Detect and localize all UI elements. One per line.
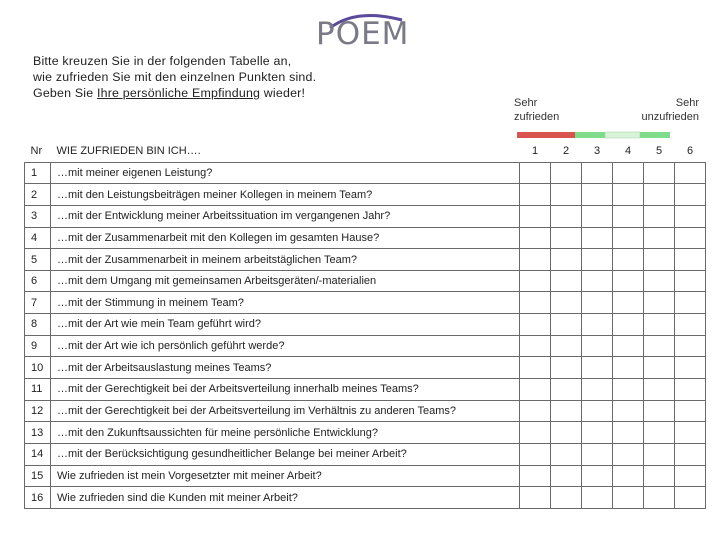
row-number: 2 — [25, 184, 51, 206]
rating-checkbox-2[interactable] — [551, 335, 582, 357]
rating-checkbox-1[interactable] — [520, 487, 551, 509]
rating-checkbox-1[interactable] — [520, 227, 551, 249]
table-row — [25, 292, 706, 314]
rating-checkbox-1[interactable] — [520, 162, 551, 184]
rating-checkbox-4[interactable] — [613, 249, 644, 271]
poem-logo — [316, 10, 410, 52]
rating-checkbox-5[interactable] — [644, 184, 675, 206]
rating-checkbox-1[interactable] — [520, 270, 551, 292]
rating-checkbox-3[interactable] — [582, 270, 613, 292]
row-question: …mit der Gerechtigkeit bei der Arbeitsverteilung im Verhältnis zu anderen Teams? — [51, 400, 520, 422]
row-number: 11 — [25, 379, 51, 401]
rating-checkbox-2[interactable] — [551, 465, 582, 487]
rating-checkbox-3[interactable] — [582, 335, 613, 357]
row-number: 8 — [25, 314, 51, 336]
rating-checkbox-5[interactable] — [644, 487, 675, 509]
header-scale-5: 5 — [655, 145, 663, 158]
rating-checkbox-1[interactable] — [520, 379, 551, 401]
rating-checkbox-6[interactable] — [675, 335, 706, 357]
row-question: …mit der Art wie mein Team geführt wird? — [51, 314, 520, 336]
rating-checkbox-4[interactable] — [613, 400, 644, 422]
rating-checkbox-6[interactable] — [675, 487, 706, 509]
row-question: …mit der Art wie ich persönlich geführt werde? — [51, 335, 520, 357]
table-row — [25, 400, 706, 422]
rating-checkbox-2[interactable] — [551, 292, 582, 314]
row-number: 14 — [25, 443, 51, 465]
scale-bar-green — [575, 132, 605, 138]
rating-checkbox-6[interactable] — [675, 357, 706, 379]
row-question: …mit meiner eigenen Leistung? — [51, 162, 520, 184]
table-row — [25, 335, 706, 357]
rating-checkbox-4[interactable] — [613, 314, 644, 336]
rating-checkbox-2[interactable] — [551, 184, 582, 206]
row-question: …mit den Leistungsbeiträgen meiner Kollegen in meinem Team? — [51, 184, 520, 206]
row-number: 16 — [25, 487, 51, 509]
row-number: 7 — [25, 292, 51, 314]
row-number: 1 — [25, 162, 51, 184]
rating-checkbox-4[interactable] — [613, 292, 644, 314]
rating-checkbox-2[interactable] — [551, 314, 582, 336]
row-question: …mit der Gerechtigkeit bei der Arbeitsverteilung innerhalb meines Teams? — [51, 379, 520, 401]
rating-checkbox-6[interactable] — [675, 465, 706, 487]
rating-checkbox-5[interactable] — [644, 270, 675, 292]
rating-checkbox-1[interactable] — [520, 357, 551, 379]
rating-checkbox-1[interactable] — [520, 335, 551, 357]
rating-checkbox-6[interactable] — [675, 400, 706, 422]
table-row — [25, 162, 706, 184]
rating-checkbox-6[interactable] — [675, 292, 706, 314]
table-row — [25, 487, 706, 509]
rating-checkbox-3[interactable] — [582, 205, 613, 227]
scale-right-line-1: Sehr — [675, 97, 699, 109]
table-row — [25, 357, 706, 379]
rating-checkbox-2[interactable] — [551, 487, 582, 509]
rating-checkbox-4[interactable] — [613, 335, 644, 357]
rating-checkbox-5[interactable] — [644, 400, 675, 422]
rating-checkbox-4[interactable] — [613, 487, 644, 509]
rating-checkbox-3[interactable] — [582, 400, 613, 422]
rating-checkbox-2[interactable] — [551, 400, 582, 422]
scale-right-line-2: unzufrieden — [641, 110, 699, 123]
rating-checkbox-1[interactable] — [520, 422, 551, 444]
rating-checkbox-5[interactable] — [644, 162, 675, 184]
rating-checkbox-2[interactable] — [551, 205, 582, 227]
header-scale-6: 6 — [686, 145, 694, 158]
rating-checkbox-1[interactable] — [520, 443, 551, 465]
rating-checkbox-3[interactable] — [582, 292, 613, 314]
rating-checkbox-6[interactable] — [675, 379, 706, 401]
row-question: …mit der Arbeitsauslastung meines Teams? — [51, 357, 520, 379]
rating-checkbox-6[interactable] — [675, 443, 706, 465]
row-number: 13 — [25, 422, 51, 444]
table-row — [25, 443, 706, 465]
rating-checkbox-2[interactable] — [551, 227, 582, 249]
rating-checkbox-5[interactable] — [644, 227, 675, 249]
rating-checkbox-5[interactable] — [644, 249, 675, 271]
row-question: …mit der Zusammenarbeit in meinem arbeitstäglichen Team? — [51, 249, 520, 271]
rating-checkbox-3[interactable] — [582, 314, 613, 336]
instructions-line-2: wie zufrieden Sie mit den einzelnen Punkten sind. — [33, 70, 317, 84]
rating-checkbox-3[interactable] — [582, 422, 613, 444]
rating-checkbox-4[interactable] — [613, 162, 644, 184]
header-scale-1: 1 — [531, 145, 539, 158]
rating-checkbox-5[interactable] — [644, 357, 675, 379]
rating-checkbox-6[interactable] — [675, 314, 706, 336]
rating-checkbox-2[interactable] — [551, 162, 582, 184]
rating-checkbox-3[interactable] — [582, 357, 613, 379]
header-title: WIE ZUFRIEDEN BIN ICH…. — [51, 141, 520, 162]
row-question: …mit den Zukunftsaussichten für meine persönliche Entwicklung? — [51, 422, 520, 444]
rating-checkbox-5[interactable] — [644, 443, 675, 465]
rating-checkbox-1[interactable] — [520, 205, 551, 227]
rating-checkbox-3[interactable] — [582, 443, 613, 465]
instructions-underlined: Ihre persönliche Empfindung — [97, 86, 261, 100]
rating-checkbox-2[interactable] — [551, 270, 582, 292]
instructions — [33, 53, 316, 101]
rating-checkbox-6[interactable] — [675, 227, 706, 249]
instructions-line-3 — [33, 85, 316, 101]
satisfaction-table — [24, 141, 706, 509]
scale-bar-green-2 — [640, 132, 670, 138]
scale-left-line-2: zufrieden — [514, 110, 560, 123]
rating-checkbox-3[interactable] — [582, 487, 613, 509]
rating-checkbox-3[interactable] — [582, 249, 613, 271]
header-nr: Nr — [25, 141, 51, 162]
rating-checkbox-4[interactable] — [613, 422, 644, 444]
rating-checkbox-5[interactable] — [644, 422, 675, 444]
header-scale-3: 3 — [593, 145, 601, 158]
row-number: 12 — [25, 400, 51, 422]
row-number: 6 — [25, 270, 51, 292]
row-question: …mit der Berücksichtigung gesundheitlicher Belange bei meiner Arbeit? — [51, 443, 520, 465]
rating-checkbox-1[interactable] — [520, 249, 551, 271]
table-row — [25, 205, 706, 227]
rating-checkbox-6[interactable] — [675, 422, 706, 444]
rating-checkbox-4[interactable] — [613, 465, 644, 487]
rating-checkbox-2[interactable] — [551, 379, 582, 401]
rating-checkbox-4[interactable] — [613, 227, 644, 249]
table-row — [25, 422, 706, 444]
rating-checkbox-2[interactable] — [551, 443, 582, 465]
table-row — [25, 270, 706, 292]
row-number: 15 — [25, 465, 51, 487]
rating-checkbox-6[interactable] — [675, 205, 706, 227]
row-number: 4 — [25, 227, 51, 249]
rating-checkbox-2[interactable] — [551, 422, 582, 444]
scale-bar-red — [517, 132, 575, 138]
rating-checkbox-1[interactable] — [520, 292, 551, 314]
table-row — [25, 314, 706, 336]
rating-checkbox-3[interactable] — [582, 162, 613, 184]
rating-checkbox-6[interactable] — [675, 249, 706, 271]
rating-checkbox-4[interactable] — [613, 443, 644, 465]
table-header-row — [25, 141, 706, 162]
rating-checkbox-4[interactable] — [613, 205, 644, 227]
instructions-line-3-end: wieder! — [260, 86, 306, 100]
instructions-line-3-start: Geben Sie — [33, 86, 97, 100]
table-row — [25, 249, 706, 271]
rating-checkbox-1[interactable] — [520, 184, 551, 206]
rating-checkbox-5[interactable] — [644, 205, 675, 227]
header-scale-4: 4 — [624, 145, 632, 158]
rating-checkbox-3[interactable] — [582, 227, 613, 249]
table-row — [25, 227, 706, 249]
rating-checkbox-3[interactable] — [582, 379, 613, 401]
rating-checkbox-5[interactable] — [644, 335, 675, 357]
rating-checkbox-4[interactable] — [613, 270, 644, 292]
row-number: 10 — [25, 357, 51, 379]
header-scale-2: 2 — [562, 145, 570, 158]
scale-label-satisfied — [514, 97, 559, 124]
scale-label-unsatisfied — [642, 97, 700, 124]
rating-checkbox-5[interactable] — [644, 379, 675, 401]
instructions-line-1: Bitte kreuzen Sie in der folgenden Tabelle an, — [33, 54, 292, 68]
rating-checkbox-6[interactable] — [675, 162, 706, 184]
row-number: 3 — [25, 205, 51, 227]
row-number: 5 — [25, 249, 51, 271]
rating-checkbox-1[interactable] — [520, 314, 551, 336]
rating-checkbox-3[interactable] — [582, 184, 613, 206]
rating-checkbox-1[interactable] — [520, 465, 551, 487]
rating-checkbox-4[interactable] — [613, 357, 644, 379]
table-row — [25, 379, 706, 401]
rating-checkbox-5[interactable] — [644, 292, 675, 314]
scale-bar-green-light — [605, 132, 640, 138]
row-question: …mit der Zusammenarbeit mit den Kollegen im gesamten Hause? — [51, 227, 520, 249]
rating-checkbox-6[interactable] — [675, 184, 706, 206]
logo-text: POEM — [316, 16, 410, 52]
row-question: …mit dem Umgang mit gemeinsamen Arbeitsgeräten/-materialien — [51, 270, 520, 292]
table-row — [25, 184, 706, 206]
row-question: …mit der Entwicklung meiner Arbeitssituation im vergangenen Jahr? — [51, 205, 520, 227]
rating-checkbox-1[interactable] — [520, 400, 551, 422]
row-question: Wie zufrieden ist mein Vorgesetzter mit meiner Arbeit? — [51, 465, 520, 487]
rating-checkbox-4[interactable] — [613, 184, 644, 206]
rating-checkbox-2[interactable] — [551, 357, 582, 379]
table-row — [25, 465, 706, 487]
rating-checkbox-5[interactable] — [644, 314, 675, 336]
rating-checkbox-2[interactable] — [551, 249, 582, 271]
row-question: Wie zufrieden sind die Kunden mit meiner Arbeit? — [51, 487, 520, 509]
scale-left-line-1: Sehr — [514, 97, 538, 109]
rating-checkbox-4[interactable] — [613, 379, 644, 401]
rating-checkbox-5[interactable] — [644, 465, 675, 487]
row-question: …mit der Stimmung in meinem Team? — [51, 292, 520, 314]
rating-checkbox-3[interactable] — [582, 465, 613, 487]
rating-checkbox-6[interactable] — [675, 270, 706, 292]
row-number: 9 — [25, 335, 51, 357]
